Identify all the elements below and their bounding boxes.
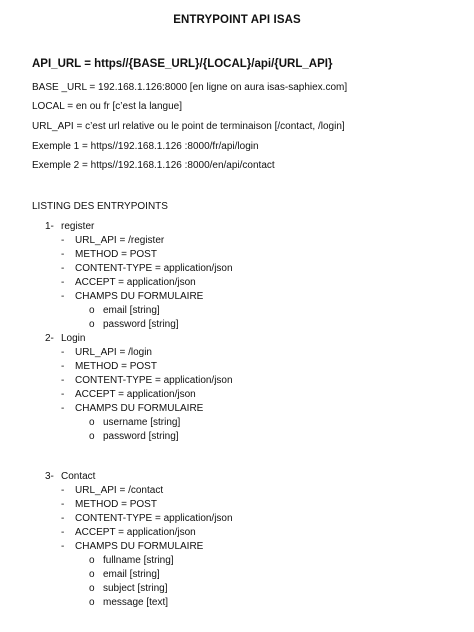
dash-marker: - <box>61 249 65 260</box>
list-item: CHAMPS DU FORMULAIRE <box>75 403 204 414</box>
list-item: URL_API = /register <box>75 235 165 246</box>
form-field: email [string] <box>103 305 160 316</box>
form-field: username [string] <box>103 417 181 428</box>
bullet-marker: o <box>89 597 95 608</box>
example-1: Exemple 1 = https//192.168.1.126 :8000/fr/api/login <box>32 141 259 152</box>
dash-marker: - <box>61 361 65 372</box>
dash-marker: - <box>61 263 65 274</box>
list-item: URL_API = /contact <box>75 485 164 496</box>
bullet-marker: o <box>89 555 95 566</box>
dash-marker: - <box>61 291 65 302</box>
bullet-marker: o <box>89 417 95 428</box>
dash-marker: - <box>61 277 65 288</box>
list-item: URL_API = /login <box>75 347 152 358</box>
definition-url-api: URL_API = c’est url relative ou le point de terminaison [/contact, /login] <box>32 121 345 132</box>
form-field: message [text] <box>103 597 169 608</box>
page-title: ENTRYPOINT API ISAS <box>173 14 301 26</box>
list-item: CONTENT-TYPE = application/json <box>75 513 233 524</box>
list-item: ACCEPT = application/json <box>75 527 196 538</box>
list-item: METHOD = POST <box>75 361 157 372</box>
form-field: password [string] <box>103 431 179 442</box>
dash-marker: - <box>61 513 65 524</box>
form-field: email [string] <box>103 569 160 580</box>
section-number: 2- <box>45 333 54 344</box>
list-item: CHAMPS DU FORMULAIRE <box>75 541 204 552</box>
list-item: ACCEPT = application/json <box>75 277 196 288</box>
form-field: subject [string] <box>103 583 168 594</box>
dash-marker: - <box>61 485 65 496</box>
dash-marker: - <box>61 527 65 538</box>
section-name: register <box>61 221 95 232</box>
bullet-marker: o <box>89 583 95 594</box>
bullet-marker: o <box>89 305 95 316</box>
list-item: ACCEPT = application/json <box>75 389 196 400</box>
dash-marker: - <box>61 347 65 358</box>
dash-marker: - <box>61 499 65 510</box>
dash-marker: - <box>61 541 65 552</box>
section-name: Login <box>61 333 86 344</box>
bullet-marker: o <box>89 319 95 330</box>
example-2: Exemple 2 = https//192.168.1.126 :8000/en/api/contact <box>32 160 275 171</box>
section-number: 3- <box>45 471 54 482</box>
section-number: 1- <box>45 221 54 232</box>
list-item: CHAMPS DU FORMULAIRE <box>75 291 204 302</box>
definition-base-url: BASE _URL = 192.168.1.126:8000 [en ligne on aura isas-saphiex.com] <box>32 82 348 93</box>
api-url-formula: API_URL = https//{BASE_URL}/{LOCAL}/api/{URL_API} <box>32 58 333 70</box>
definition-local: LOCAL = en ou fr [c’est la langue] <box>32 101 182 112</box>
dash-marker: - <box>61 403 65 414</box>
dash-marker: - <box>61 235 65 246</box>
list-item: METHOD = POST <box>75 249 157 260</box>
section-name: Contact <box>61 471 96 482</box>
dash-marker: - <box>61 375 65 386</box>
list-item: METHOD = POST <box>75 499 157 510</box>
bullet-marker: o <box>89 431 95 442</box>
list-item: CONTENT-TYPE = application/json <box>75 375 233 386</box>
form-field: password [string] <box>103 319 179 330</box>
list-item: CONTENT-TYPE = application/json <box>75 263 233 274</box>
bullet-marker: o <box>89 569 95 580</box>
listing-heading: LISTING DES ENTRYPOINTS <box>32 201 168 212</box>
form-field: fullname [string] <box>103 555 174 566</box>
dash-marker: - <box>61 389 65 400</box>
